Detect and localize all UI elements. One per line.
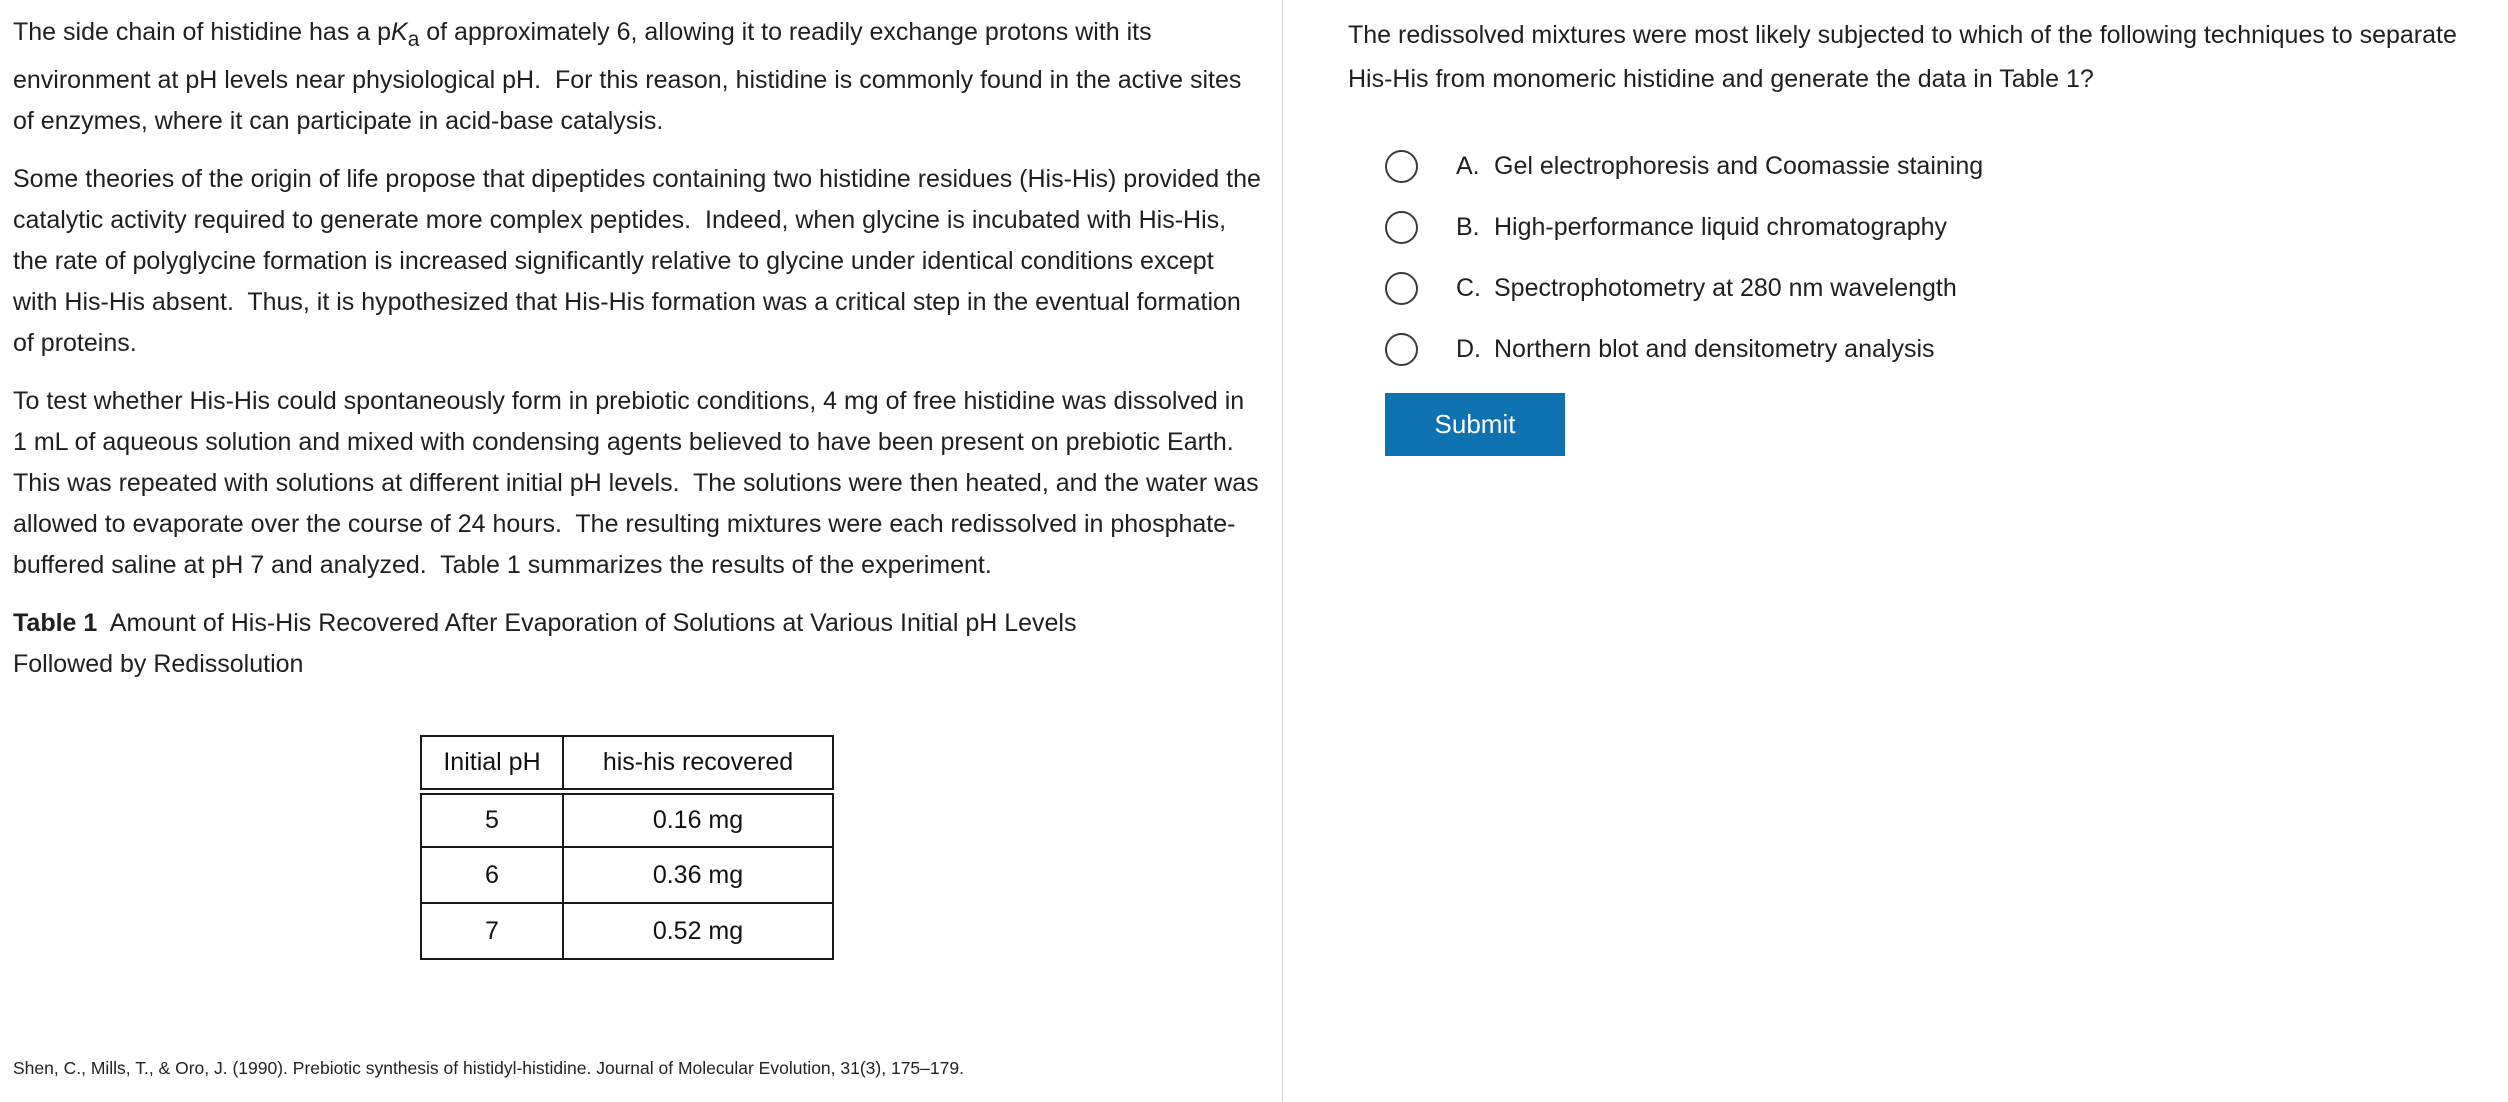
passage-panel [13, 0, 1268, 1102]
table-header-his-his-recovered: his-his recovered [563, 736, 833, 791]
table-row [421, 791, 833, 847]
option-d-text: Northern blot and densitometry analysis [1494, 334, 1935, 363]
pka-subscript: a [407, 28, 420, 51]
answer-options [1385, 149, 2473, 366]
option-b-radio[interactable] [1385, 211, 1418, 244]
option-c[interactable] [1385, 271, 2473, 305]
option-b-letter: B. [1456, 212, 1480, 241]
table-1 [420, 735, 834, 960]
option-d-letter: D. [1456, 334, 1481, 363]
table-1-caption-label: Table 1 [13, 609, 98, 637]
table-cell-recovered: 0.36 mg [563, 847, 833, 903]
option-c-letter: C. [1456, 273, 1481, 302]
option-c-radio[interactable] [1385, 272, 1418, 305]
table-cell-recovered: 0.16 mg [563, 791, 833, 847]
table-row [421, 903, 833, 959]
option-b-text: High-performance liquid chromatography [1494, 212, 1948, 241]
table-row [421, 847, 833, 903]
table-1-caption [13, 603, 1178, 685]
option-d-radio[interactable] [1385, 333, 1418, 366]
table-cell-recovered: 0.52 mg [563, 903, 833, 959]
passage-paragraph-2: Some theories of the origin of life propose that dipeptides containing two histidine residues (His-His) provided the catalytic activity required to generate more complex peptides. Indeed, when glycine is incubated with His-His, the rate of polyglycine formation is increased significantly relative to glycine under identical conditions except with His-His absent. Thus, it is hypothesized that His-His formation was a critical step in the eventual formation of proteins. [13, 165, 1268, 357]
submit-button[interactable]: Submit [1385, 393, 1565, 456]
question-panel [1348, 0, 2473, 456]
option-a-text: Gel electrophoresis and Coomassie staining [1494, 151, 1984, 180]
table-cell-ph: 5 [421, 791, 563, 847]
paragraph-1-text-continued: of approximately 6, allowing it to readily exchange protons with its environment at pH levels near physiological pH. For this reason, histidine is commonly found in the active sites of enzymes, where it can participate in acid-base catalysis. [13, 18, 1249, 135]
pka-symbol: K [391, 18, 408, 46]
option-a-radio[interactable] [1385, 150, 1418, 183]
source-citation: Shen, C., Mills, T., & Oro, J. (1990). Prebiotic synthesis of histidyl-histidine. Journal of Molecular Evolution, 31(3), 175–179. [13, 1058, 964, 1078]
table-cell-ph: 6 [421, 847, 563, 903]
option-c-text: Spectrophotometry at 280 nm wavelength [1494, 273, 1957, 302]
paragraph-1-text: The side chain of histidine has a p [13, 18, 392, 46]
table-cell-ph: 7 [421, 903, 563, 959]
option-b[interactable] [1385, 210, 2473, 244]
passage-paragraph-3: To test whether His-His could spontaneously form in prebiotic conditions, 4 mg of free histidine was dissolved in 1 mL of aqueous solution and mixed with condensing agents believed to have been present on prebiotic Earth. This was repeated with solutions at different initial pH levels. The solutions were then heated, and the water was allowed to evaporate over the course of 24 hours. The resulting mixtures were each redissolved in phosphate-buffered saline at pH 7 and analyzed. Table 1 summarizes the results of the experiment. [13, 387, 1266, 579]
panel-divider [1282, 0, 1283, 1102]
option-a-letter: A. [1456, 151, 1480, 180]
table-1-caption-text: Amount of His-His Recovered After Evaporation of Solutions at Various Initial pH Levels Followed by Redissolution [13, 609, 1084, 678]
question-text: The redissolved mixtures were most likely subjected to which of the following techniques to separate His-His from monomeric histidine and generate the data in Table 1? [1348, 21, 2464, 93]
option-d[interactable] [1385, 332, 2473, 366]
passage-paragraph-1 [13, 12, 1261, 142]
table-header-row [421, 736, 833, 791]
table-header-initial-ph: Initial pH [421, 736, 563, 791]
option-a[interactable] [1385, 149, 2473, 183]
